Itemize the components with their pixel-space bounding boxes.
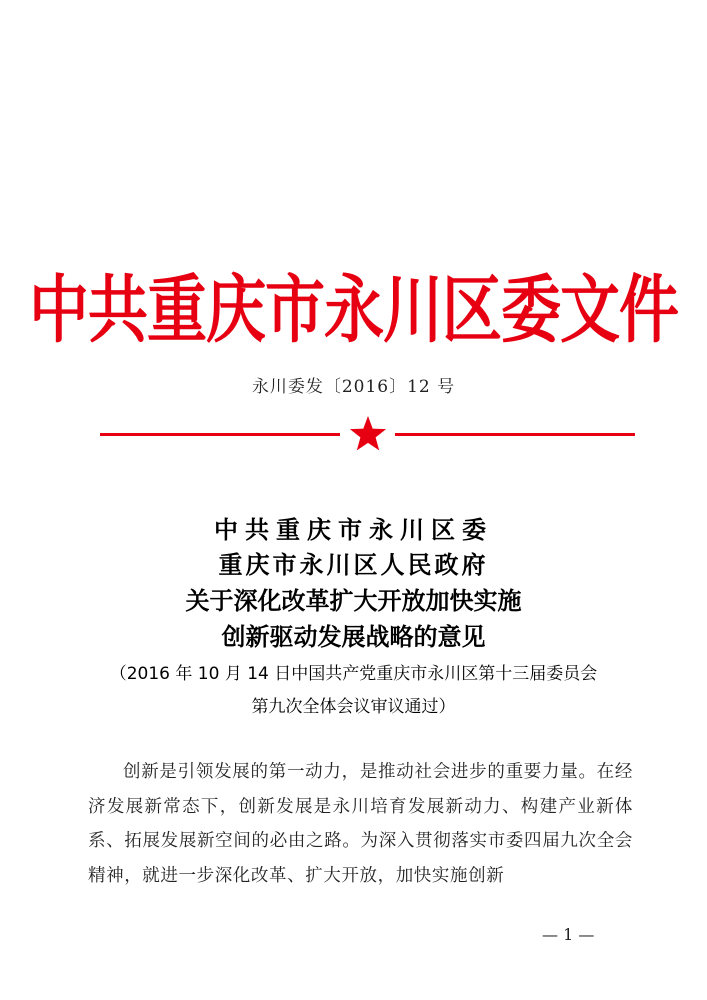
divider-line-left bbox=[100, 433, 340, 436]
body-paragraph: 创新是引领发展的第一动力，是推动社会进步的重要力量。在经济发展新常态下，创新发展是永川培育发展新动力、构建产业新体系、拓展发展新空间的必由之路。为深入贯彻落实市委四届九次全会精神，就进一步深化改革、扩大开放，加快实施创新 bbox=[88, 762, 633, 886]
document-masthead: 中共重庆市永川区委文件 bbox=[29, 267, 678, 354]
page-number: — 1 — bbox=[542, 925, 595, 944]
approval-note-line-2: 第九次全体会议审议通过） bbox=[251, 697, 456, 717]
document-number: 永川委发〔2016〕12 号 bbox=[251, 377, 456, 397]
title-line-4: 创新驱动发展战略的意见 bbox=[221, 623, 486, 651]
approval-note-line-1: （2016 年 10 月 14 日中国共产党重庆市永川区第十三届委员会 bbox=[109, 664, 598, 684]
title-line-2: 重庆市永川区人民政府 bbox=[218, 551, 489, 579]
title-line-1: 中共重庆市永川区委 bbox=[214, 516, 493, 544]
divider-line-right bbox=[395, 433, 635, 436]
title-line-3: 关于深化改革扩大开放加快实施 bbox=[185, 587, 522, 615]
red-star-icon bbox=[348, 414, 388, 454]
